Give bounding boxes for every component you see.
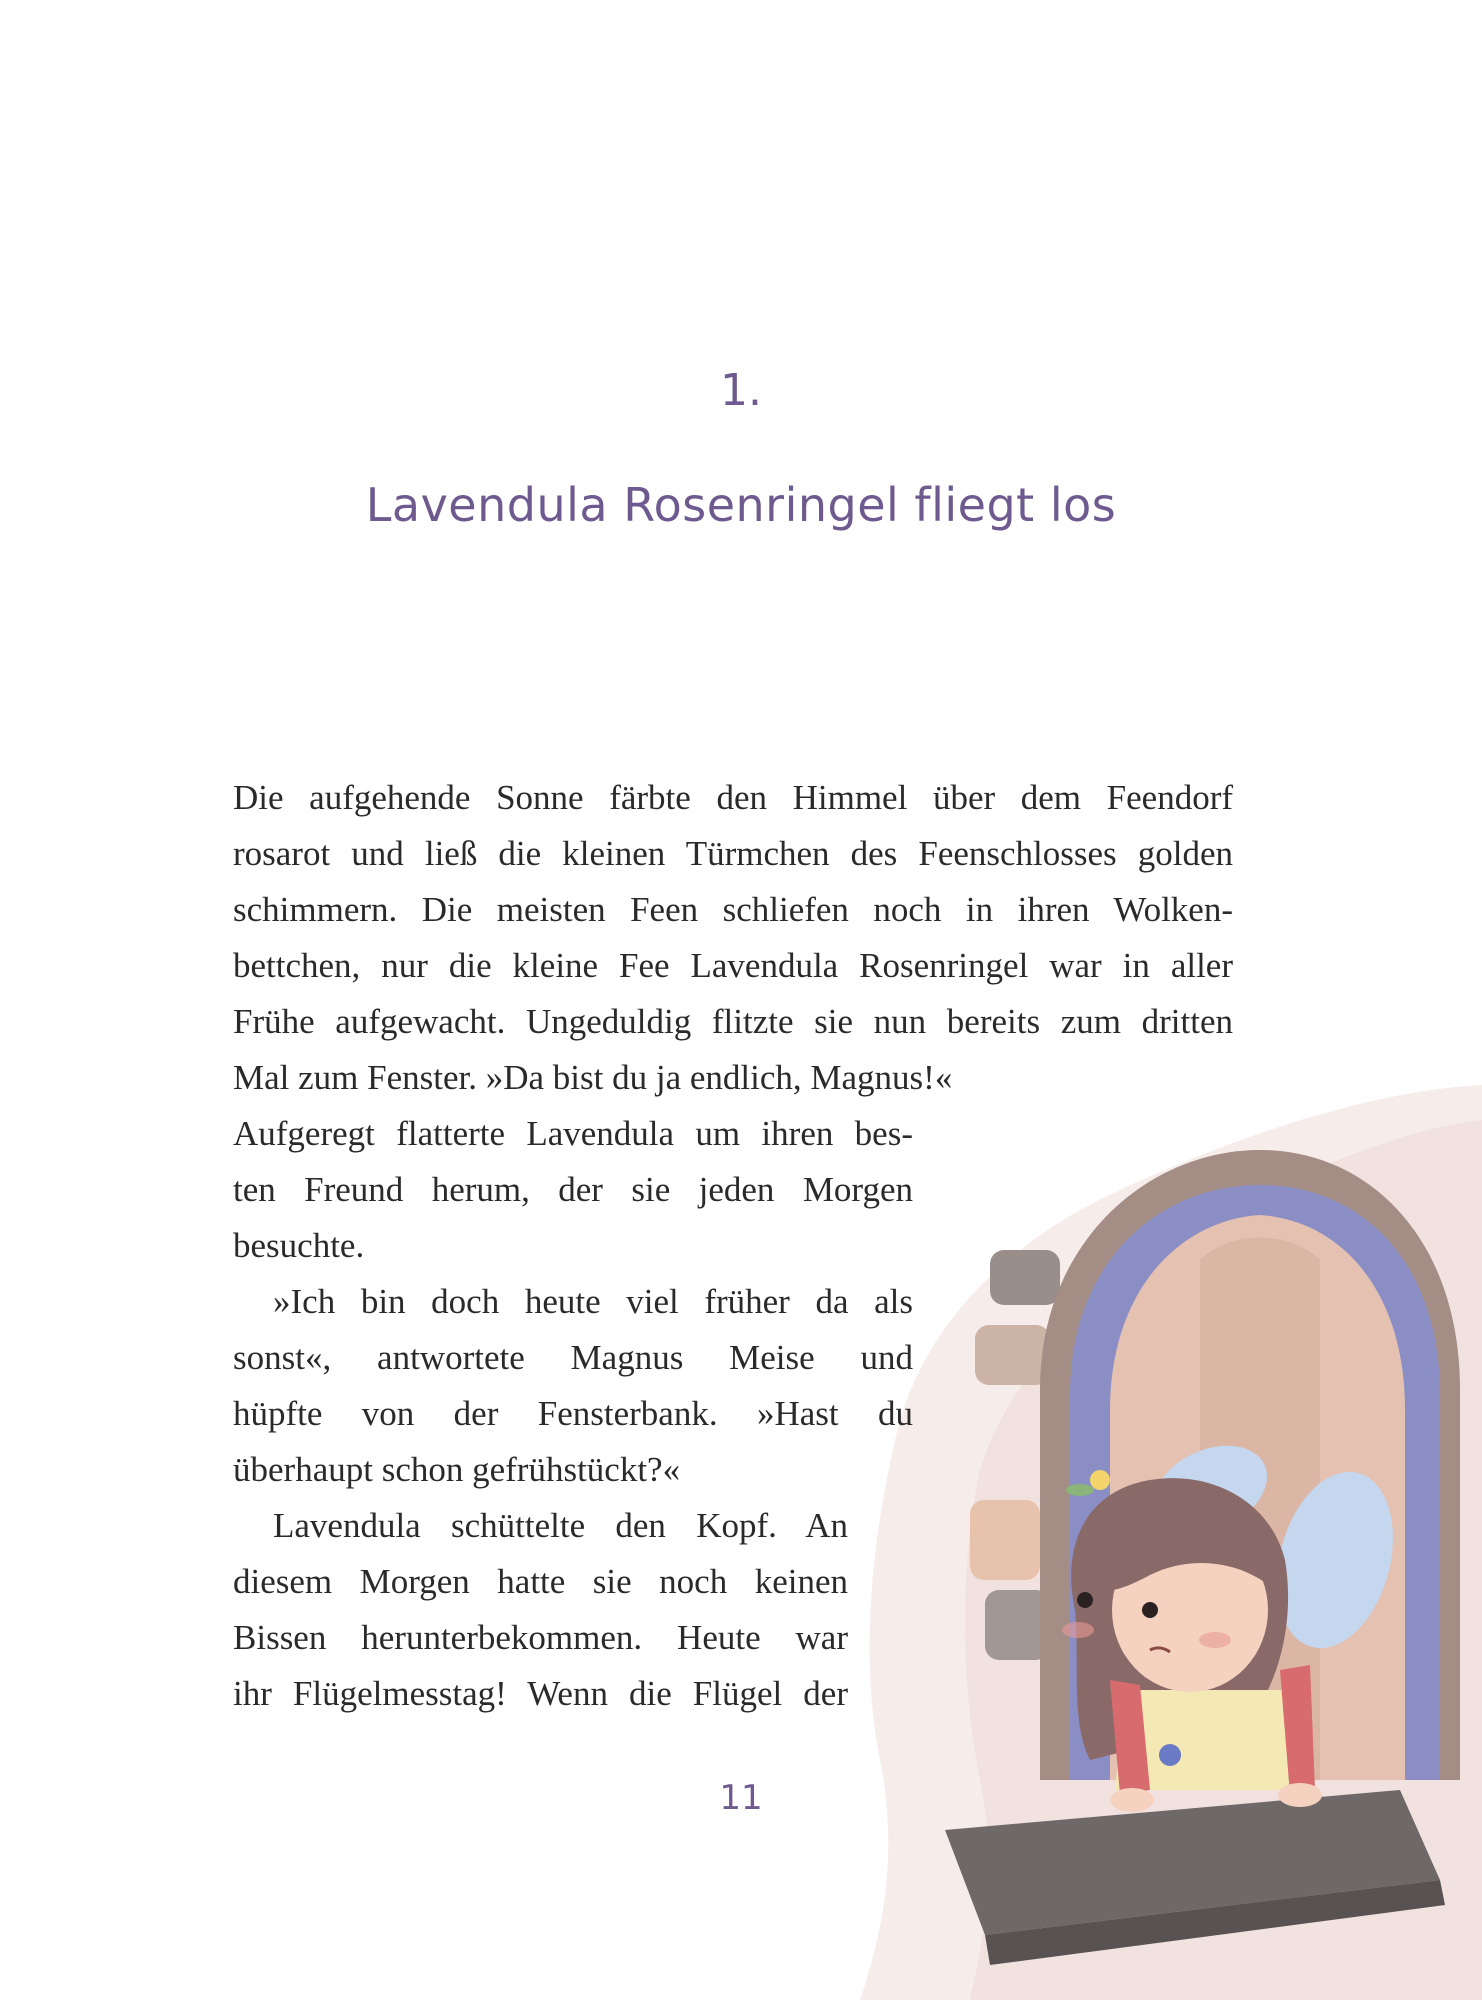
chapter-title: Lavendula Rosenringel fliegt los bbox=[365, 478, 1117, 532]
text-line: sonst«, antwortete Magnus Meise und bbox=[233, 1338, 913, 1377]
text-line: »Ich bin doch heute viel früher da als bbox=[273, 1282, 913, 1321]
text-line: schimmern. Die meisten Feen schliefen noch in ihren Wolken- bbox=[233, 890, 1233, 929]
text-line: überhaupt schon gefrühstückt?« bbox=[233, 1450, 681, 1489]
text-line: rosarot und ließ die kleinen Türmchen des Feenschlosses golden bbox=[233, 834, 1233, 873]
chapter-body-text bbox=[233, 770, 1233, 1722]
text-line: bettchen, nur die kleine Fee Lavendula Rosenringel war in aller bbox=[233, 946, 1233, 985]
text-line: Frühe aufgewacht. Ungeduldig flitzte sie nun bereits zum dritten bbox=[233, 1002, 1233, 1041]
chapter-number: 1. bbox=[720, 365, 762, 416]
text-line: Aufgeregt flatterte Lavendula um ihren bes- bbox=[233, 1114, 913, 1153]
text-line: Die aufgehende Sonne färbte den Himmel über dem Feendorf bbox=[233, 778, 1233, 817]
text-line: besuchte. bbox=[233, 1226, 365, 1265]
flower-icon bbox=[1159, 1744, 1181, 1766]
text-line: Lavendula schüttelte den Kopf. An bbox=[273, 1506, 848, 1545]
text-line: Bissen herunterbekommen. Heute war bbox=[233, 1618, 848, 1657]
page-number: 11 bbox=[719, 1778, 763, 1818]
text-line: diesem Morgen hatte sie noch keinen bbox=[233, 1562, 848, 1601]
text-line: ihr Flügelmesstag! Wenn die Flügel der bbox=[233, 1674, 848, 1713]
text-line: ten Freund herum, der sie jeden Morgen bbox=[233, 1170, 913, 1209]
text-line: hüpfte von der Fensterbank. »Hast du bbox=[233, 1394, 913, 1433]
text-line: Mal zum Fenster. »Da bist du ja endlich, Magnus!« bbox=[233, 1058, 953, 1097]
